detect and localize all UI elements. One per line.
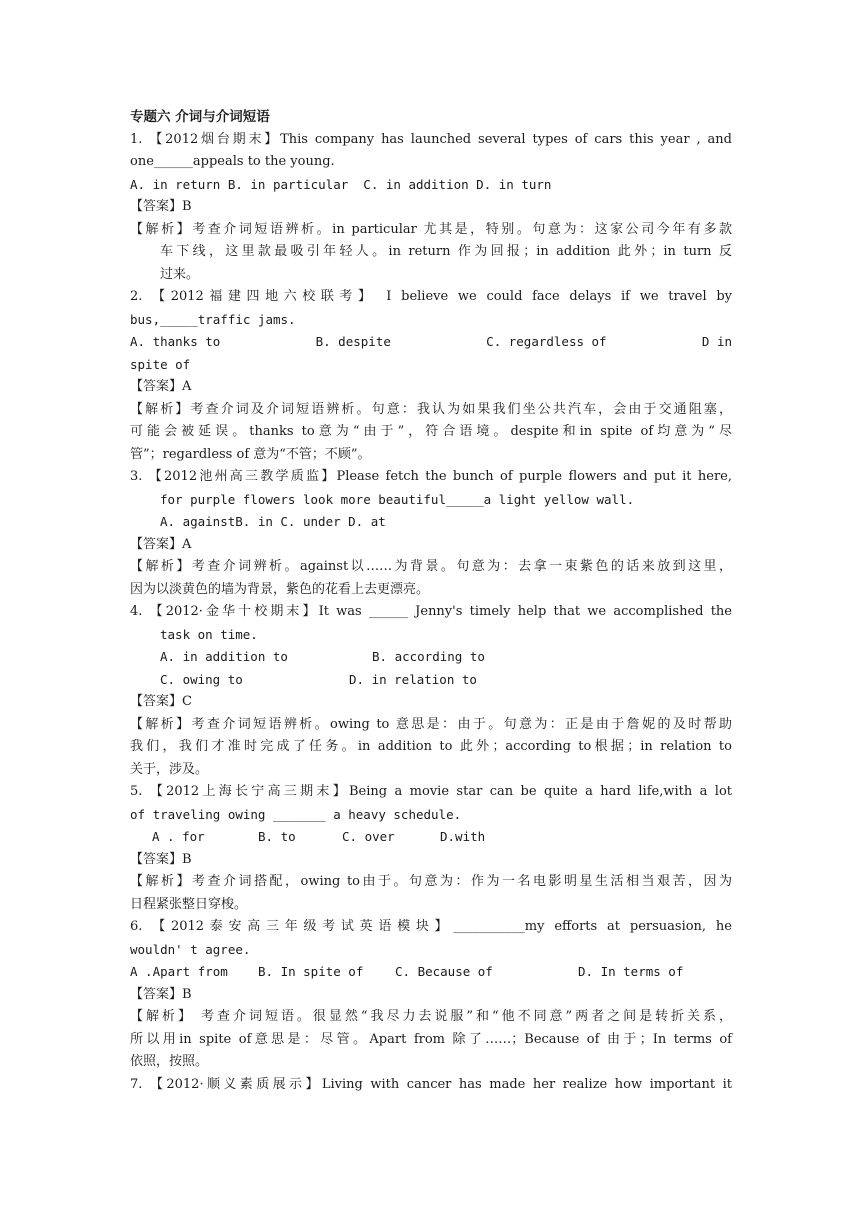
answer: 【答案】A xyxy=(130,536,192,552)
analysis: 日程紧张整日穿梭。 xyxy=(130,896,248,912)
question-text: task on time. xyxy=(160,626,258,642)
options-continued: spite of xyxy=(130,356,191,372)
question-text: 5. 【2012上海长宁高三期末】Being a movie star can be quite a hard life,with a lot xyxy=(130,784,732,799)
analysis: 【解析】考查介词短语辨析。owing to 意思是：由于。句意为：正是由于詹妮的及时帮助 xyxy=(130,716,732,732)
question-text: one______appeals to the young. xyxy=(130,154,335,169)
question-text: for purple flowers look more beautiful_____a light yellow wall. xyxy=(160,491,635,507)
analysis: 所以用in spite of意思是：尽管。Apart from 除了……；Because of 由于；In terms of xyxy=(130,1031,732,1047)
answer: 【答案】B xyxy=(130,986,192,1002)
question-text: 7. 【2012·顺义素质展示】Living with cancer has made her realize how important it xyxy=(130,1076,732,1092)
answer: 【答案】A xyxy=(130,379,192,394)
option-c: C. Because of xyxy=(395,964,493,979)
question-3 xyxy=(130,466,732,601)
analysis: 过来。 xyxy=(160,266,200,282)
question-6 xyxy=(130,916,732,1074)
option-d: D in xyxy=(701,334,732,349)
question-5 xyxy=(130,781,732,916)
question-text: 3. 【2012池州高三教学质监】Please fetch the bunch of purple flowers and put it here, xyxy=(130,469,732,484)
answer: 【答案】C xyxy=(130,694,192,709)
question-text: 4. 【2012·金华十校期末】It was ______ Jenny's timely help that we accomplished the xyxy=(130,604,732,619)
analysis: 车下线，这里款最吸引年轻人。in return 作为回报；in addition 此外；in turn 反 xyxy=(160,244,732,259)
option-b: B. to xyxy=(258,829,296,844)
question-1 xyxy=(130,129,732,287)
analysis: 【解析】 考查介词短语。很显然“我尽力去说服”和“他不同意”两者之间是转折关系， xyxy=(130,1009,732,1024)
analysis: 可能会被延误。thanks to意为“由于”，符合语境。despite和in spite of均意为“尽 xyxy=(130,424,732,439)
question-text: bus,_____traffic jams. xyxy=(130,311,296,327)
options: A. againstB. in C. under D. at xyxy=(160,514,386,529)
question-text: 2. 【2012福建四地六校联考】 I believe we could face delays if we travel by xyxy=(130,289,732,304)
analysis: 【解析】考查介词及介词短语辨析。句意：我认为如果我们坐公共汽车，会由于交通阻塞， xyxy=(130,401,732,417)
option-a: A. in addition to xyxy=(160,649,288,664)
answer: 【答案】B xyxy=(130,851,192,867)
analysis: 我们，我们才准时完成了任务。in addition to 此外；according to根据；in relation to xyxy=(130,739,732,754)
page-title: 专题六 介词与介词短语 xyxy=(130,109,270,125)
answer: 【答案】B xyxy=(130,199,192,214)
analysis: 【解析】考查介词辨析。against以……为背景。句意为：去拿一束紫色的话来放到这里， xyxy=(130,559,732,574)
option-c: C. over xyxy=(342,829,395,844)
analysis: 因为以淡黄色的墙为背景，紫色的花看上去更漂亮。 xyxy=(130,581,430,597)
analysis: 管”；regardless of 意为“不管；不顾”。 xyxy=(130,446,371,462)
question-text: 1. 【2012烟台期末】This company has launched several types of cars this year , and xyxy=(130,131,732,147)
options: A. in return B. in particular C. in addition D. in turn xyxy=(130,176,552,192)
option-a: A .Apart from xyxy=(130,964,228,979)
analysis: 【解析】考查介词短语辨析。in particular 尤其是，特别。句意为：这家公司今年有多款 xyxy=(130,221,732,237)
question-4 xyxy=(130,601,732,781)
question-text: wouldn' t agree. xyxy=(130,941,251,957)
options xyxy=(130,961,732,984)
option-c: C. owing to xyxy=(160,671,243,687)
options xyxy=(130,826,732,849)
option-b: B. despite xyxy=(315,334,391,349)
options xyxy=(130,331,732,354)
option-c: C. regardless of xyxy=(486,334,607,349)
option-d: D.with xyxy=(440,829,486,844)
analysis: 依照，按照。 xyxy=(130,1054,209,1069)
analysis: 关于，涉及。 xyxy=(130,761,209,777)
option-b: B. In spite of xyxy=(258,964,364,979)
option-d: D. in relation to xyxy=(349,671,477,687)
question-2 xyxy=(130,286,732,466)
question-text: of traveling owing _______ a heavy schedule. xyxy=(130,806,462,822)
option-a: A. thanks to xyxy=(130,334,221,349)
analysis: 【解析】考查介词搭配，owing to由于。句意为：作为一名电影明星生活相当艰苦，因为 xyxy=(130,874,732,889)
option-d: D. In terms of xyxy=(578,964,684,979)
option-a: A . for xyxy=(152,829,205,844)
document-page xyxy=(130,106,732,1096)
question-text: 6. 【2012泰安高三年级考试英语模块】___________my efforts at persuasion, he xyxy=(130,919,732,934)
option-b: B. according to xyxy=(372,649,485,664)
options xyxy=(130,669,732,692)
question-7 xyxy=(130,1074,732,1097)
options xyxy=(130,646,732,669)
